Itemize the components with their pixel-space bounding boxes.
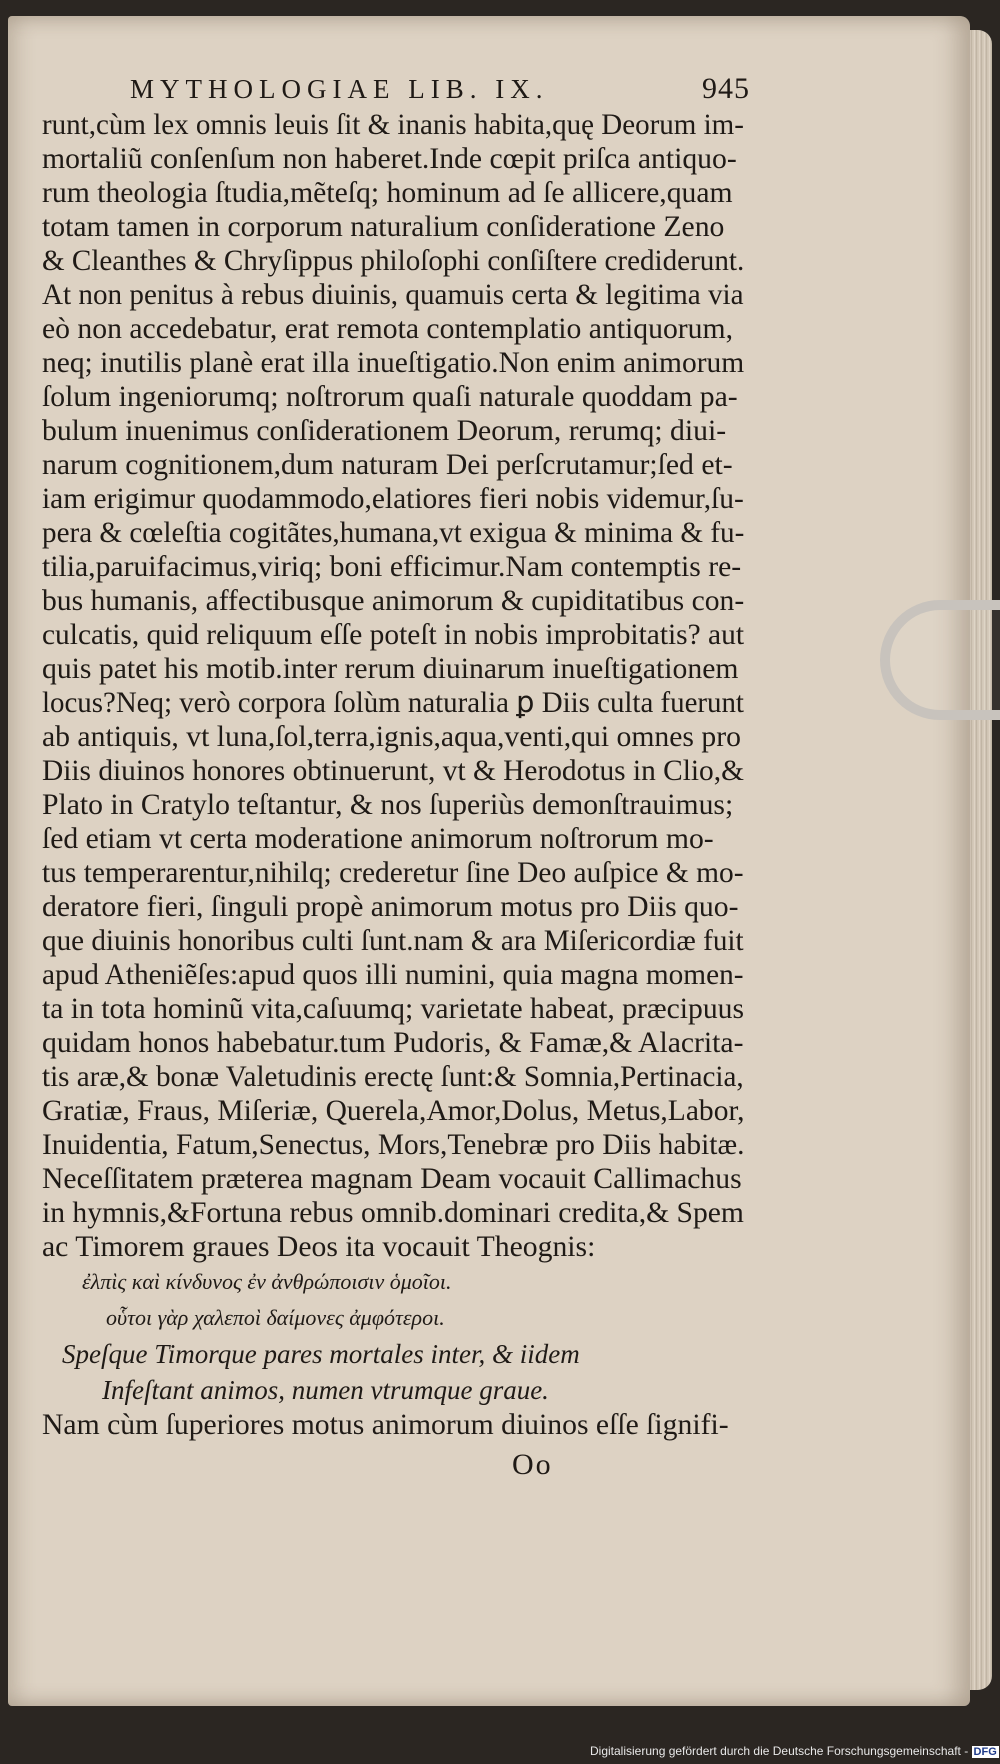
text-line: & Cleanthes & Chryſippus philoſophi conſiſtere crediderunt. bbox=[42, 245, 745, 277]
running-header bbox=[130, 72, 750, 106]
text-line: Neceſſitatem præterea magnam Deam vocauit Callimachus bbox=[42, 1163, 742, 1195]
text-line: iam erigimur quodammodo,elatiores fieri nobis videmur,ſu- bbox=[42, 483, 744, 515]
text-line: quidam honos habebatur.tum Pudoris, & Famæ,& Alacrita- bbox=[42, 1027, 744, 1059]
greek-verse-line-1: ἐλπὶς καὶ κίνδυνος ἐν ἀνθρώποισιν ὁμοῖοι. bbox=[82, 1269, 452, 1294]
text-line: mortaliũ conſenſum non haberet.Inde cœpit priſca antiquo- bbox=[42, 143, 737, 175]
text-line: ac Timorem graues Deos ita vocauit Theognis: bbox=[42, 1231, 596, 1263]
last-body-line: Nam cùm ſuperiores motus animorum diuinos eſſe ſignifi- bbox=[42, 1409, 729, 1441]
text-line: totam tamen in corporum naturalium conſideratione Zeno bbox=[42, 211, 725, 243]
footer-text: Digitalisierung gefördert durch die Deutsche Forschungsgemeinschaft - bbox=[590, 1744, 969, 1758]
footer-credit bbox=[590, 1744, 999, 1758]
text-line: ſed etiam vt certa moderatione animorum noſtrorum mo- bbox=[42, 823, 714, 855]
text-line: runt,cùm lex omnis leuis ſit & inanis habita,quę Deorum im- bbox=[42, 109, 744, 141]
text-line: in hymnis,&Fortuna rebus omnib.dominari credita,& Spem bbox=[42, 1197, 744, 1229]
text-line: locus?Neq; verò corpora ſolùm naturalia ꝑ Diis culta fuerunt bbox=[42, 687, 744, 719]
text-line: que diuinis honoribus culti ſunt.nam & ara Miſericordiæ fuit bbox=[42, 925, 744, 957]
text-line: ta in tota hominũ vita,caſuumq; varietate habeat, præcipuus bbox=[42, 993, 745, 1025]
text-line: rum theologia ſtudia,mẽteſq; hominum ad ſe allicere,quam bbox=[42, 177, 733, 209]
page-clip bbox=[880, 600, 1000, 720]
text-line: At non penitus à rebus diuinis, quamuis certa & legitima via bbox=[42, 279, 744, 311]
signature-mark: Oo bbox=[512, 1448, 553, 1481]
text-line: ſolum ingeniorumq; noſtrorum quaſi naturale quoddam pa- bbox=[42, 381, 738, 413]
text-line: Plato in Cratylo teſtantur, & nos ſuperiùs demonſtrauimus; bbox=[42, 789, 734, 821]
greek-verse-line-2: οὗτοι γὰρ χαλεποὶ δαίμονες ἀμφότεροι. bbox=[106, 1305, 445, 1330]
text-line: Gratiæ, Fraus, Miſeriæ, Querela,Amor,Dolus, Metus,Labor, bbox=[42, 1095, 745, 1127]
text-line: Inuidentia, Fatum,Senectus, Mors,Tenebræ pro Diis habitæ. bbox=[42, 1129, 745, 1161]
text-line: bus humanis, affectibusque animorum & cupiditatibus con- bbox=[42, 585, 745, 617]
folio-number: 945 bbox=[702, 72, 750, 105]
text-line: pera & cœleſtia cogitãtes,humana,vt exigua & minima & fu- bbox=[42, 517, 745, 549]
text-line: apud Atheniẽſes:apud quos illi numini, quia magna momen- bbox=[42, 959, 744, 991]
dfg-logo: DFG bbox=[973, 1746, 997, 1758]
body-text bbox=[42, 108, 745, 1264]
text-line: culcatis, quid reliquum eſſe poteſt in nobis improbitatis? aut bbox=[42, 619, 745, 651]
running-title: MYTHOLOGIAE LIB. IX. bbox=[130, 74, 549, 104]
text-line: ab antiquis, vt luna,ſol,terra,ignis,aqua,venti,qui omnes pro bbox=[42, 721, 741, 753]
latin-verse-line-2: Infeſtant animos, numen vtrumque graue. bbox=[102, 1375, 549, 1405]
text-line: bulum inuenimus conſiderationem Deorum, rerumq; diui- bbox=[42, 415, 727, 447]
text-line: Diis diuinos honores obtinuerunt, vt & Herodotus in Clio,& bbox=[42, 755, 744, 787]
text-line: eò non accedebatur, erat remota contemplatio antiquorum, bbox=[42, 313, 734, 345]
page-text bbox=[42, 72, 750, 1482]
text-line: narum cognitionem,dum naturam Dei perſcrutamur;ſed et- bbox=[42, 449, 733, 481]
latin-verse-line-1: Speſque Timorque pares mortales inter, & iidem bbox=[62, 1339, 580, 1369]
text-line: neq; inutilis planè erat illa inueſtigatio.Non enim animorum bbox=[42, 347, 745, 379]
text-line: quis patet his motib.inter rerum diuinarum inueſtigationem bbox=[42, 653, 739, 685]
text-line: tis aræ,& bonæ Valetudinis erectę ſunt:& Somnia,Pertinacia, bbox=[42, 1061, 744, 1093]
text-line: deratore fieri, ſinguli propè animorum motus pro Diis quo- bbox=[42, 891, 739, 923]
text-line: tilia,paruifacimus,viriq; boni efficimur.Nam contemptis re- bbox=[42, 551, 742, 583]
text-line: tus temperarentur,nihilq; crederetur ſine Deo auſpice & mo- bbox=[42, 857, 744, 889]
